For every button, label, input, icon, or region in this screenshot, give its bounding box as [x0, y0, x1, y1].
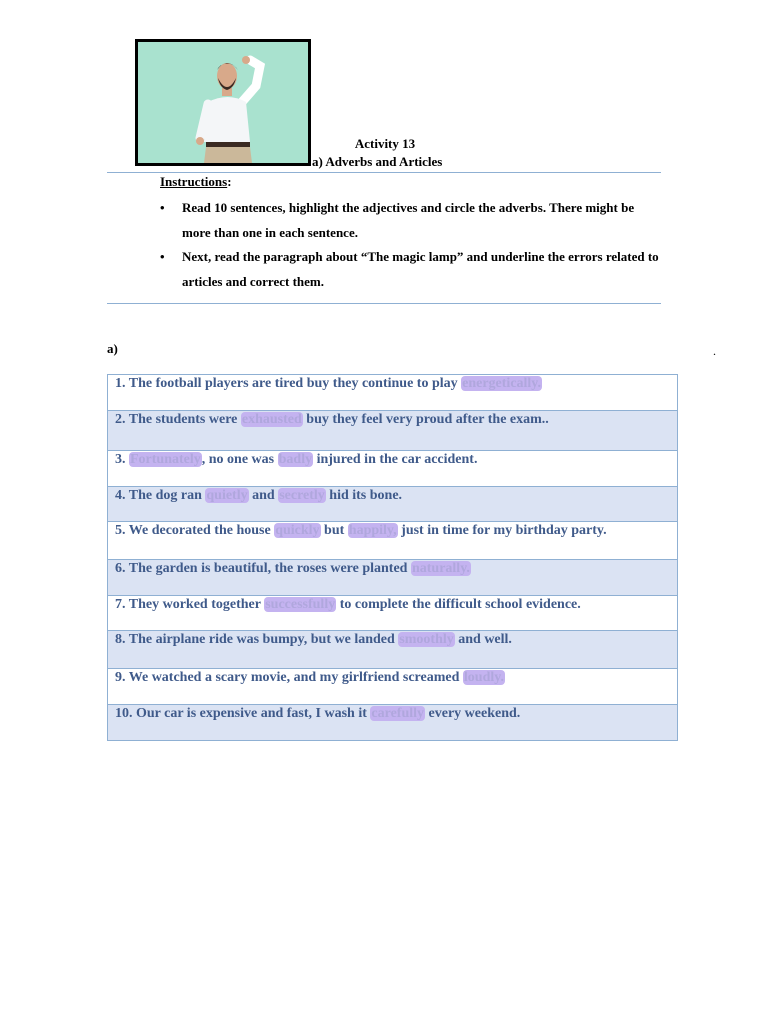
sentence-cell: [108, 596, 678, 631]
sentence-text: buy they feel very proud after the exam..: [302, 412, 549, 427]
instruction-text: Read 10 sentences, highlight the adjectives and circle the adverbs. There might be more than one in each sentence.: [182, 200, 635, 240]
instructions-heading-text: Instructions: [160, 174, 228, 189]
sentence-cell: [108, 669, 678, 705]
sentence-text: 8. The airplane ride was bumpy, but we landed: [115, 632, 399, 647]
section-label: a): [107, 341, 118, 356]
sentence-text: every weekend.: [425, 706, 521, 721]
highlighted-word: energetically.: [462, 376, 542, 391]
sentence-text: just in time for my birthday party.: [397, 523, 607, 538]
table-row: [108, 451, 678, 487]
stray-dot: .: [713, 344, 716, 358]
sentence-text: 3.: [115, 452, 129, 467]
sentence-cell: [108, 631, 678, 669]
sentence-text: hid its bone.: [325, 488, 403, 503]
activity-subtitle: a) Adverbs and Articles: [312, 154, 443, 169]
highlighted-word: badly: [278, 452, 313, 467]
sentence-cell: [108, 451, 678, 487]
sentence-text: 10. Our car is expensive and fast, I wash it: [115, 706, 371, 721]
bullet-icon: •: [160, 249, 165, 264]
confused-man-illustration: [138, 42, 308, 163]
instruction-text: Next, read the paragraph about “The magic lamp” and underline the errors related to articles and correct them.: [182, 249, 659, 289]
header-photo: [135, 39, 311, 166]
bottom-divider: [107, 303, 661, 304]
sentence-cell: [108, 522, 678, 560]
table-row: [108, 631, 678, 669]
instructions-heading-colon: :: [227, 174, 232, 189]
sentence-text: 6. The garden is beautiful, the roses were planted: [115, 561, 411, 576]
sentence-cell: [108, 560, 678, 596]
highlighted-word: smoothly: [399, 632, 454, 647]
activity-title: Activity 13: [354, 136, 416, 151]
sentence-text: 5. We decorated the house: [115, 523, 275, 538]
table-row: [108, 522, 678, 560]
highlighted-word: secretly: [279, 488, 325, 503]
table-row: [108, 596, 678, 631]
highlighted-word: quietly: [206, 488, 248, 503]
instruction-item: [160, 196, 660, 245]
sentence-text: but: [320, 523, 348, 538]
table-row: [108, 375, 678, 411]
table-row: [108, 669, 678, 705]
sentence-text: 7. They worked together: [115, 597, 265, 612]
sentence-table: [107, 374, 678, 741]
highlighted-word: naturally.: [411, 561, 470, 576]
highlighted-word: loudly.: [463, 670, 504, 685]
highlighted-word: carefully: [371, 706, 425, 721]
sentence-text: and: [248, 488, 279, 503]
instructions-list: [160, 196, 660, 294]
sentence-text: and well.: [454, 632, 512, 647]
highlighted-word: happily,: [348, 523, 397, 538]
sentence-cell: [108, 705, 678, 741]
highlighted-word: quickly: [275, 523, 320, 538]
table-row: [108, 560, 678, 596]
sentence-text: 2. The students were: [115, 412, 241, 427]
instructions-heading: [160, 174, 232, 190]
table-row: [108, 705, 678, 741]
sentence-text: , no one was: [201, 452, 278, 467]
sentence-text: 9. We watched a scary movie, and my girlfriend screamed: [115, 670, 463, 685]
sentence-text: 1. The football players are tired buy they continue to play: [115, 376, 462, 391]
sentence-cell: [108, 411, 678, 451]
highlighted-word: Fortunately: [130, 452, 201, 467]
table-row: [108, 411, 678, 451]
table-row: [108, 487, 678, 522]
instruction-item: [160, 245, 660, 294]
sentence-text: to complete the difficult school evidence.: [336, 597, 581, 612]
sentence-cell: [108, 487, 678, 522]
highlighted-word: successfully: [265, 597, 336, 612]
sentence-text: 4. The dog ran: [115, 488, 206, 503]
sentence-cell: [108, 375, 678, 411]
sentence-text: injured in the car accident.: [313, 452, 478, 467]
highlighted-word: exhausted: [241, 412, 302, 427]
top-divider: [107, 172, 661, 173]
bullet-icon: •: [160, 200, 165, 215]
